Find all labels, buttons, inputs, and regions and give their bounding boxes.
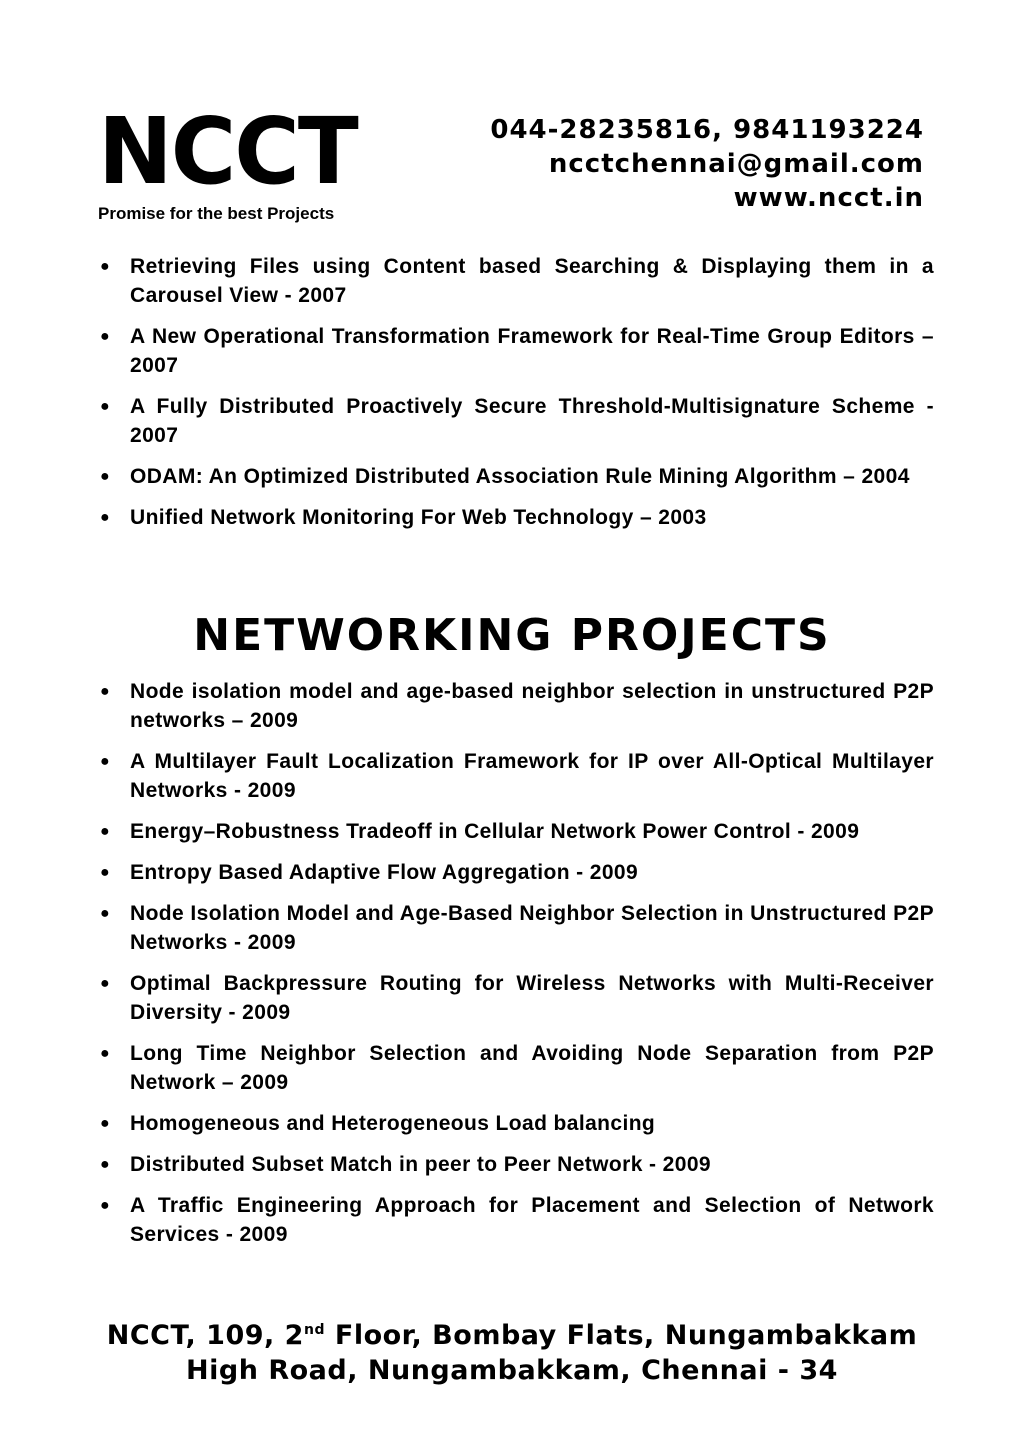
list-item xyxy=(98,322,934,380)
list-item-text: Distributed Subset Match in peer to Peer Network - 2009 xyxy=(130,1153,711,1176)
list-item xyxy=(98,1039,934,1097)
ncct-logo: NCCT xyxy=(98,98,357,205)
list-item-text: A Fully Distributed Proactively Secure Threshold-Multisignature Scheme - 2007 xyxy=(130,395,934,447)
bullet-icon: ● xyxy=(100,1115,111,1132)
bullet-icon: ● xyxy=(100,258,111,275)
list-item-text: Optimal Backpressure Routing for Wireless Networks with Multi-Receiver Diversity - 2009 xyxy=(130,972,934,1024)
list-item xyxy=(98,1150,934,1179)
list-item xyxy=(98,747,934,805)
list-item xyxy=(98,1109,934,1138)
list-item xyxy=(98,858,934,887)
list-item xyxy=(98,899,934,957)
list-item xyxy=(98,392,934,450)
brand-block xyxy=(98,98,365,224)
bullet-icon: ● xyxy=(100,975,111,992)
floor-ordinal-suffix: nd xyxy=(303,1322,325,1338)
project-list-top xyxy=(98,252,934,544)
contact-block xyxy=(490,113,924,215)
bullet-icon: ● xyxy=(100,753,111,770)
list-item-text: Retrieving Files using Content based Searching & Displaying them in a Carousel View - 2007 xyxy=(130,255,934,307)
list-item xyxy=(98,817,934,846)
bullet-icon: ● xyxy=(100,468,111,485)
address-line-1 xyxy=(0,1318,1024,1353)
list-item-text: Homogeneous and Heterogeneous Load balancing xyxy=(130,1112,656,1135)
section-title-networking: NETWORKING PROJECTS xyxy=(193,610,831,661)
address-footer xyxy=(0,1318,1024,1388)
list-item-text: A Multilayer Fault Localization Framework for IP over All-Optical Multilayer Networks - 2009 xyxy=(130,750,934,802)
bullet-icon: ● xyxy=(100,1156,111,1173)
networking-project-list xyxy=(98,677,934,1261)
phone-numbers: 044-28235816, 9841193224 xyxy=(490,115,924,145)
list-item-text: Unified Network Monitoring For Web Technology – 2003 xyxy=(130,506,707,529)
list-item-text: Energy–Robustness Tradeoff in Cellular Network Power Control - 2009 xyxy=(130,820,860,843)
bullet-icon: ● xyxy=(100,398,111,415)
bullet-icon: ● xyxy=(100,683,111,700)
list-item xyxy=(98,969,934,1027)
list-item-text: Long Time Neighbor Selection and Avoiding Node Separation from P2P Network – 2009 xyxy=(130,1042,934,1094)
list-item-text: A New Operational Transformation Framework for Real-Time Group Editors – 2007 xyxy=(130,325,934,377)
bullet-icon: ● xyxy=(100,823,111,840)
address-line-1-start: NCCT, 109, 2 xyxy=(106,1320,304,1351)
bullet-icon: ● xyxy=(100,328,111,345)
bullet-icon: ● xyxy=(100,1197,111,1214)
list-item-text: Node isolation model and age-based neighbor selection in unstructured P2P networks – 2009 xyxy=(130,680,934,732)
email-address: ncctchennai@gmail.com xyxy=(548,149,924,179)
list-item xyxy=(98,503,934,532)
bullet-icon: ● xyxy=(100,509,111,526)
list-item-text: Entropy Based Adaptive Flow Aggregation - 2009 xyxy=(130,861,639,884)
list-item-text: Node Isolation Model and Age-Based Neighbor Selection in Unstructured P2P Networks - 2009 xyxy=(130,902,934,954)
tagline: Promise for the best Projects xyxy=(98,204,335,223)
address-line-2: High Road, Nungambakkam, Chennai - 34 xyxy=(186,1355,838,1386)
website-url: www.ncct.in xyxy=(733,183,924,213)
list-item-text: A Traffic Engineering Approach for Placement and Selection of Network Services - 2009 xyxy=(130,1194,934,1246)
list-item xyxy=(98,252,934,310)
address-line-1-end: Floor, Bombay Flats, Nungambakkam xyxy=(324,1320,918,1351)
list-item xyxy=(98,462,934,491)
bullet-icon: ● xyxy=(100,1045,111,1062)
list-item xyxy=(98,677,934,735)
bullet-icon: ● xyxy=(100,905,111,922)
list-item-text: ODAM: An Optimized Distributed Association Rule Mining Algorithm – 2004 xyxy=(130,465,910,488)
bullet-icon: ● xyxy=(100,864,111,881)
list-item xyxy=(98,1191,934,1249)
